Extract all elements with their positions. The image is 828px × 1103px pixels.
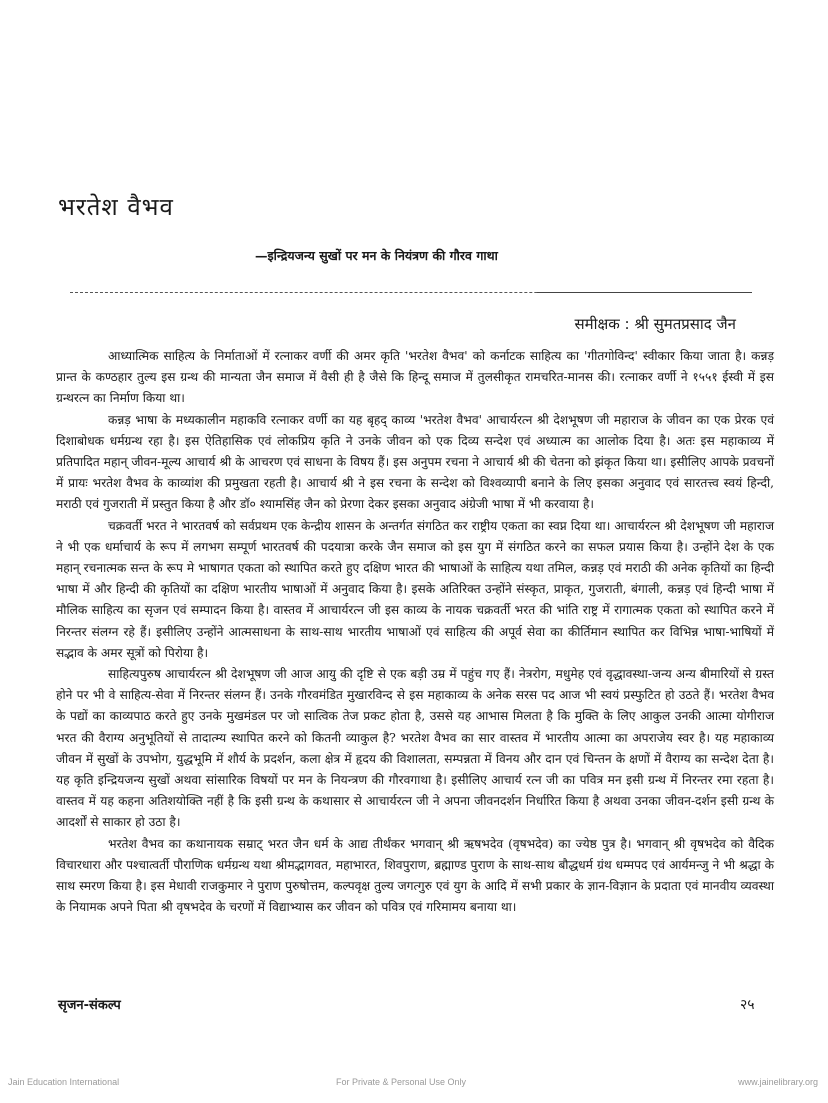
- article-subtitle: —इन्द्रियजन्य सुखों पर मन के नियंत्रण की गौरव गाथा: [255, 248, 498, 263]
- publication-name: सृजन-संकल्प: [58, 998, 121, 1013]
- watermark-usage: For Private & Personal Use Only: [336, 1077, 467, 1087]
- page-number: २५: [740, 997, 755, 1013]
- paragraph: साहित्यपुरुष आचार्यरत्न श्री देशभूषण जी आज आयु की दृष्टि से एक बड़ी उम्र में पहुंच गए हैं। नेत्ररोग, मधुमेह एवं वृद्धावस्था-जन्य अन्य बीमारियों से ग्रस्त होने पर भी वे साहित्य-सेवा में निरन्तर संलग्न हैं। उनके गौरवमंडित मुखारविन्द से इस महाकाव्य के अनेक सरस पद आज भी स्वयं प्रस्फुटित हो उठते हैं। भरतेश वैभव के पद्यों का काव्यपाठ करते हुए उनके मुखमंडल पर जो सात्विक तेज प्रकट होता है, उससे यह आभास मिलता है कि मुक्ति के लिए आकुल उनकी आत्मा योगीराज भरत की वैराग्य अनुभूतियों से तादात्म्य स्थापित करने को कितनी व्याकुल है? भरतेश वैभव का सार वास्तव में भारतीय आत्मा का अपराजेय स्वर है। यह महाकाव्य जीवन में सुखों के उपभोग, युद्धभूमि में शौर्य के प्रदर्शन, कला क्षेत्र में हृदय की विशालता, सम्पन्नता में विनय और दान एवं चिन्तन के क्षणों में वैराग्य का सन्देश देता है। यह कृति इन्द्रियजन्य सुखों अथवा सांसारिक विषयों पर मन के नियन्त्रण की गौरवगाथा है। इसीलिए आचार्य रत्न जी का पवित्र मन इसी ग्रन्थ में निरन्तर रमा रहता है। वास्तव में यह कहना अतिशयोक्ति नहीं है कि इसी ग्रन्थ के कथासार से आचार्यरत्न जी ने अपना जीवनदर्शन निर्धारित किया है अथवा उनका जीवन-दर्शन इसी ग्रन्थ के आदर्शों से साकार हो उठा है।: [56, 667, 774, 830]
- paragraph: आध्यात्मिक साहित्य के निर्माताओं में रत्नाकर वर्णी की अमर कृति 'भरतेश वैभव' को कर्नाटक साहित्य का 'गीतगोविन्द' स्वीकार किया जाता है। कन्नड़ प्रान्त के कण्ठहार तुल्य इस ग्रन्थ की मान्यता जैन समाज में वैसी ही है जैसे कि हिन्दू समाज में तुलसीकृत रामचरित-मानस की। रत्नाकर वर्णी ने १५५१ ईस्वी में इस ग्रन्थरत्न का निर्माण किया था।: [56, 349, 774, 406]
- header-divider-solid: [537, 292, 752, 293]
- paragraph: कन्नड़ भाषा के मध्यकालीन महाकवि रत्नाकर वर्णी का यह बृहद् काव्य 'भरतेश वैभव' आचार्यरत्न श्री देशभूषण जी महाराज के जीवन का एक प्रेरक एवं दिशाबोधक धर्मग्रन्थ रहा है। इस ऐतिहासिक एवं लोकप्रिय कृति ने उनके जीवन को एक दिव्य सन्देश एवं अध्यात्म का आलोक दिया है। अतः इस महाकाव्य में प्रतिपादित महान् जीवन-मूल्य आचार्य श्री के आचरण एवं साधना के विषय हैं। इस अनुपम रचना ने आचार्य श्री की चेतना को झंकृत किया था। इसीलिए आपके प्रवचनों में प्रायः भरतेश वैभव के काव्यांश की प्रमुखता रहती है। आचार्य श्री ने इस रचना के सन्देश को विश्वव्यापी बनाने के लिए इसका अनुवाद एवं सारतत्त्व स्वयं हिन्दी, मराठी एवं गुजराती में प्रस्तुत किया है और डॉ० श्यामसिंह जैन को प्रेरणा देकर इसका अनुवाद अंग्रेजी भाषा में भी करवाया है।: [56, 412, 774, 512]
- article-body: [56, 346, 774, 918]
- reviewer-byline: समीक्षक : श्री सुमतप्रसाद जैन: [574, 315, 736, 333]
- paragraph: भरतेश वैभव का कथानायक सम्राट् भरत जैन धर्म के आद्य तीर्थंकर भगवान् श्री ऋषभदेव (वृषभदेव) का ज्येष्ठ पुत्र है। भगवान् श्री वृषभदेव को वैदिक विचारधारा और पश्चात्वर्ती पौराणिक धर्मग्रन्थ यथा श्रीमद्भागवत, महाभारत, शिवपुराण, ब्रह्माण्ड पुराण के साथ-साथ बौद्धधर्म ग्रंथ धम्मपद एवं आर्यमन्जु ने भी श्रद्धा के साथ स्मरण किया है। इस मेधावी राजकुमार ने पुराण पुरुषोत्तम, कल्पवृक्ष तुल्य जगत्गुरु एवं युग के आदि में सभी प्रकार के ज्ञान-विज्ञान के प्रदाता एवं मानवीय व्यवस्था के नियामक अपने पिता श्री वृषभदेव के चरणों में विद्याभ्यास कर जीवन को पवित्र एवं गरिमामय बनाया था।: [56, 836, 774, 915]
- article-title: भरतेश वैभव: [58, 193, 174, 221]
- watermark-publisher: Jain Education International: [8, 1077, 120, 1087]
- watermark-url[interactable]: www.jainelibrary.org: [738, 1077, 818, 1087]
- paragraph: चक्रवर्ती भरत ने भारतवर्ष को सर्वप्रथम एक केन्द्रीय शासन के अन्तर्गत संगठित कर राष्ट्रीय एकता का स्वप्न दिया था। आचार्यरत्न श्री देशभूषण जी महाराज ने भी एक धर्माचार्य के रूप में लगभग सम्पूर्ण भारतवर्ष की पदयात्रा करके जैन समाज को इस युग में संगठित करने का सफल प्रयास किया है। उन्होंने देश के एक महान् रचनात्मक सन्त के रूप मे भाषागत एकता को स्थापित करते हुए दक्षिण भारत की भाषाओं के साहित्य यथा तमिल, कन्नड़ एवं मराठी की अनेक कृतियों का हिन्दी भाषा में और हिन्दी की कृतियों का दक्षिण भारतीय भाषाओं में अनुवाद किया है। इसके अतिरिक्त उन्होंने संस्कृत, प्राकृत, गुजराती, बंगाली, कन्नड़ एवं हिन्दी भाषा में मौलिक साहित्य का सृजन एवं सम्पादन किया है। वास्तव में आचार्यरत्न जी इस काव्य के नायक चक्रवर्ती भरत की भांति राष्ट्र में रागात्मक एकता को स्थापित करने में निरन्तर संलग्न रहे हैं। इसीलिए उन्होंने आत्मसाधना के साथ-साथ भारतीय भाषाओं एवं साहित्य की अपूर्व सेवा का कीर्तिमान स्थापित कर विभिन्न भाषा-भाषियों में सद्भाव के अमर सूत्रों को पिरोया है।: [56, 518, 774, 660]
